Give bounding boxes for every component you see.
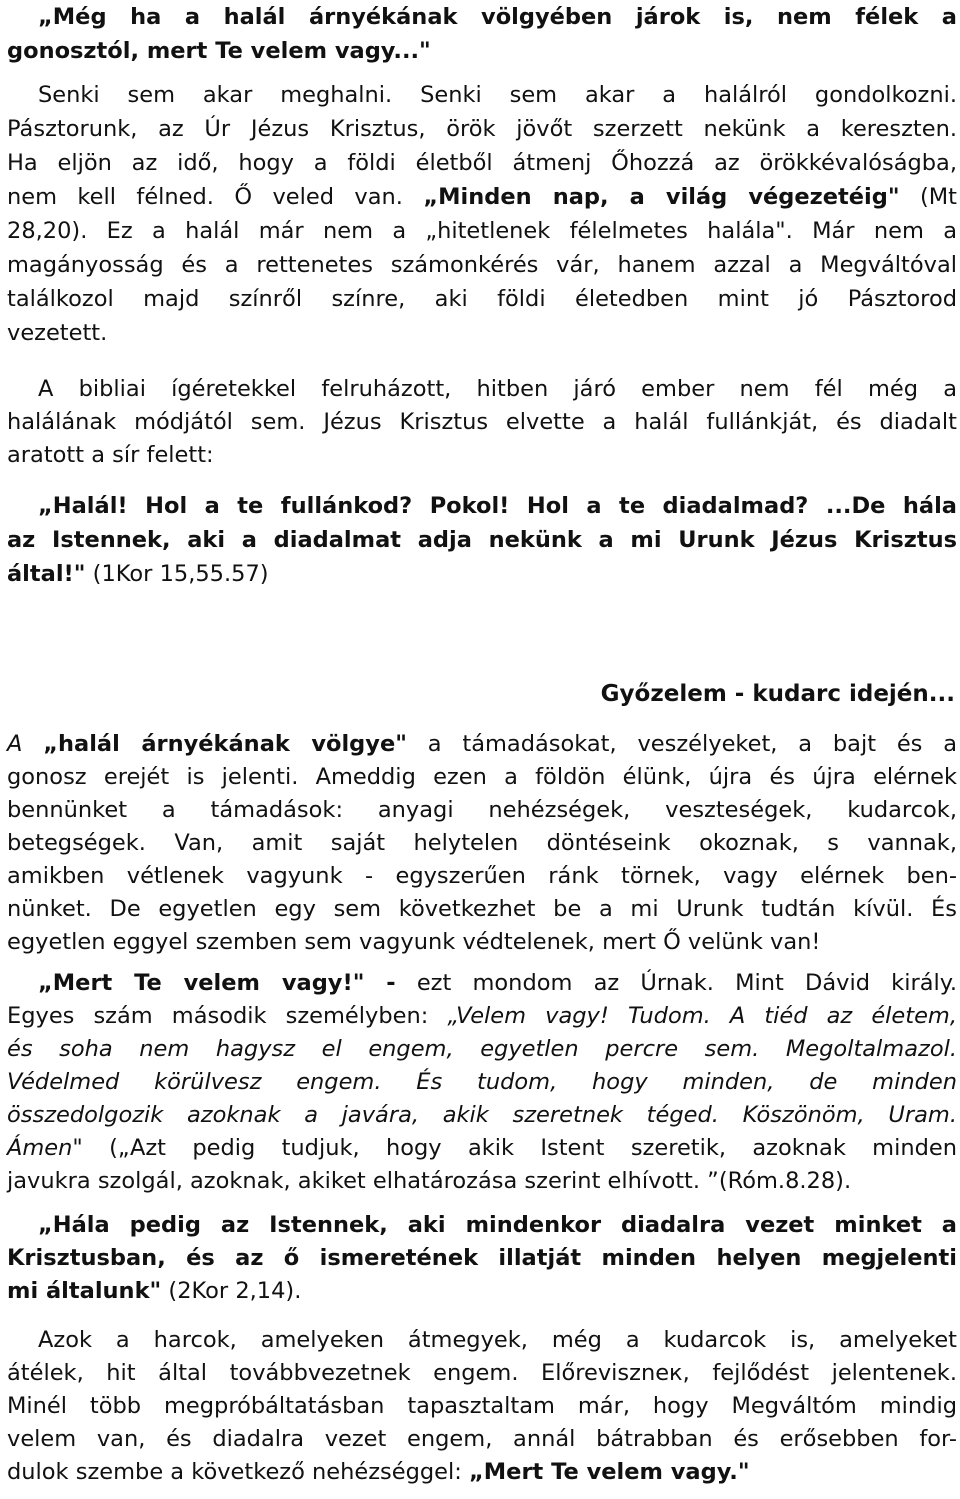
text-line	[7, 761, 957, 794]
bold-text-run: „Mert Te velem vagy!" -	[38, 970, 396, 996]
text-line	[7, 1324, 957, 1357]
text-run: (2Kor 2,14).	[161, 1278, 302, 1304]
text-run: ezt mondom az Úrnak. Mint Dávid király.	[395, 970, 958, 996]
text-run: Ha eljön az idő, hogy a földi életből átmenj Őhozzá az örökkévalóságba,	[7, 150, 957, 176]
bold-text-run: „Halál! Hol a te fullánkod? Pokol! Hol a te diadalmad? ...De hála	[38, 493, 957, 519]
text-run: dulok szembe a következő nehézséggel:	[7, 1459, 469, 1485]
text-run: átélek, hit által továbbvezetnek engem. Előreviszneк, fejlődést jelentenek.	[7, 1360, 957, 1386]
text-line	[7, 1132, 957, 1165]
text-run: bennünket a támadások: anyagi nehézségek, veszteségek, kudarcok,	[7, 797, 957, 823]
italic-text-run: A	[7, 731, 44, 757]
text-run: nünket. De egyetlen egy sem következhet be a mi Urunk tudtán kívül. És	[7, 896, 957, 922]
text-run: amikben vétlenek vagyunk - egyszerűen ránk törnek, vagy elérnek ben-	[7, 863, 957, 889]
italic-text-run: Ámen	[7, 1135, 73, 1161]
text-line	[7, 728, 957, 761]
italic-text-run: és soha nem hagysz el engem, egyetlen percre sem. Megoltalmazol.	[7, 1036, 957, 1062]
text-line	[7, 489, 957, 523]
text-run: (Mt	[899, 184, 957, 210]
text-line	[7, 406, 957, 439]
text-line	[7, 1066, 957, 1099]
bold-text-run: „Hála pedig az Istennek, aki mindenkor diadalra vezet minket a	[38, 1212, 957, 1238]
text-line	[7, 794, 957, 827]
paragraph-thanks-be-to-god	[7, 1209, 957, 1308]
text-run: egyetlen eggyel szemben sem vagyunk védtelenek, mert Ő velünk van!	[7, 929, 821, 955]
italic-text-run: összedolgozik azoknak a javára, akik szeretnek téged. Köszönöm, Uram.	[7, 1102, 957, 1128]
text-line	[7, 1423, 957, 1456]
text-line	[7, 1000, 957, 1033]
paragraph-biblical-promises	[7, 373, 957, 472]
bold-text-run: által!"	[7, 561, 86, 587]
paragraph-corinthians-quote	[7, 489, 957, 591]
text-run: Senki sem akar meghalni. Senki sem akar a halálról gondolkozni.	[38, 82, 957, 108]
bold-text-run: az Istennek, aki a diadalmat adja nekünk a mi Urunk Jézus Krisztus	[7, 527, 957, 553]
paragraph-intro	[7, 78, 957, 350]
text-line	[7, 827, 957, 860]
text-line	[7, 180, 957, 214]
section-heading: Győzelem - kudarc idején...	[600, 681, 955, 707]
bold-text-run: gonosztól, mert Te velem vagy..."	[7, 38, 431, 64]
text-run: Egyes szám második személyben:	[7, 1003, 448, 1029]
text-line	[7, 34, 957, 68]
text-line	[7, 1209, 957, 1242]
paragraph-psalm-quote	[7, 0, 957, 68]
text-line	[7, 316, 957, 350]
text-line	[7, 1456, 957, 1489]
text-line	[7, 1099, 957, 1132]
text-line	[7, 860, 957, 893]
text-line	[7, 557, 957, 591]
text-line	[7, 0, 957, 34]
text-run: A bibliai ígéretekkel felruházott, hitben járó ember nem fél még a	[38, 376, 957, 402]
text-line	[7, 439, 957, 472]
text-run: gonosz erejét is jelenti. Ameddig ezen a földön élünk, újra és újra elérnek	[7, 764, 957, 790]
text-line	[7, 1275, 957, 1308]
text-run: javukra szolgál, azoknak, akiket elhatározása szerint elhívott. ”(Róm.8.28).	[7, 1168, 852, 1194]
text-line	[7, 373, 957, 406]
text-run: Minél több megpróbáltatásban tapasztaltam már, hogy Megváltóm mindig	[7, 1393, 957, 1419]
bold-text-run: „Mert Te velem vagy."	[469, 1459, 750, 1485]
text-run: betegségek. Van, amit saját helytelen döntéseink okoznak, s vannak,	[7, 830, 957, 856]
text-run: találkozol majd színről színre, aki földi életedben mint jó Pásztorod	[7, 286, 957, 312]
text-run: a támadásokat, veszélyeket, a bajt és a	[406, 731, 958, 757]
text-run: halálának módjától sem. Jézus Krisztus elvette a halál fullánkját, és diadalt	[7, 409, 957, 435]
text-run: magányosság és a rettenetes számonkérés vár, hanem azzal a Megváltóval	[7, 252, 957, 278]
text-run: " („Azt pedig tudjuk, hogy akik Istent szeretik, azoknak minden	[72, 1135, 957, 1161]
text-run: 28,20). Ez a halál már nem a „hitetlenek félelmetes halála". Már nem a	[7, 218, 957, 244]
text-line	[7, 282, 957, 316]
text-run: aratott a sír felett:	[7, 442, 214, 468]
bold-text-run: „Minden nap, a világ végezetéig"	[423, 184, 900, 210]
text-run: Pásztorunk, az Úr Jézus Krisztus, örök jövőt szerzett nekünk a kereszten.	[7, 116, 957, 142]
text-line	[7, 1390, 957, 1423]
paragraph-battles-and-failures	[7, 1324, 957, 1489]
bold-text-run: mi általunk"	[7, 1278, 162, 1304]
text-line	[7, 214, 957, 248]
text-run: Azok a harcok, amelyeken átmegyek, még a kudarcok is, amelyeket	[38, 1327, 957, 1353]
text-line	[7, 967, 957, 1000]
italic-text-run: Védelmed körülvesz engem. És tudom, hogy minden, de minden	[7, 1069, 957, 1095]
text-run: (1Kor 15,55.57)	[85, 561, 269, 587]
bold-text-run: „halál árnyékának völgye"	[43, 731, 407, 757]
paragraph-you-are-with-me	[7, 967, 957, 1198]
text-line	[7, 1165, 957, 1198]
text-run: velem van, és diadalra vezet engem, annál bátrabban és erősebben for-	[7, 1426, 957, 1452]
text-line	[7, 112, 957, 146]
text-line	[7, 523, 957, 557]
text-line	[7, 926, 957, 959]
text-line	[7, 146, 957, 180]
text-run: vezetett.	[7, 320, 108, 346]
italic-text-run: „Velem vagy! Tudom. A tiéd az életem,	[447, 1003, 957, 1029]
text-line	[7, 1033, 957, 1066]
paragraph-valley-of-death	[7, 728, 957, 959]
text-line	[7, 1357, 957, 1390]
text-line	[7, 248, 957, 282]
text-line	[7, 893, 957, 926]
bold-text-run: „Még ha a halál árnyékának völgyében járok is, nem félek a	[38, 4, 957, 30]
text-run: nem kell félned. Ő veled van.	[7, 184, 424, 210]
text-line	[7, 78, 957, 112]
bold-text-run: Krisztusban, és az ő ismeretének illatját minden helyen megjelenti	[7, 1245, 957, 1271]
text-line	[7, 1242, 957, 1275]
